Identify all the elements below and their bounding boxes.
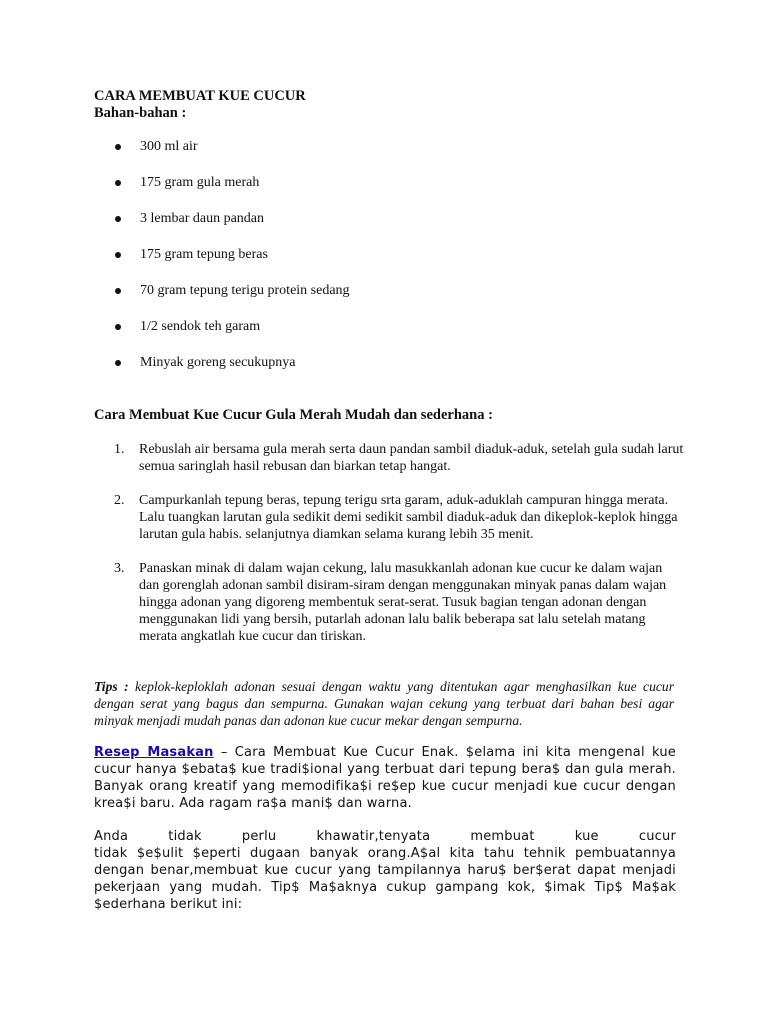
second-paragraph-line1: Anda tidak perlu khawatir,tenyata membuat kue cucur (94, 829, 676, 844)
bullet-icon (115, 144, 121, 150)
bullet-icon (115, 252, 121, 258)
step-text: Campurkanlah tepung beras, tepung terigu srta garam, aduk-aduklah campuran hingga merata. Lalu tuangkan larutan gula sedikit demi sedikit sambil diaduk-aduk dan dikeplok-keplok hingga larutan gula habis. selanjutnya diamkan selama kurang lebih 35 menit. (139, 493, 678, 542)
step-item (94, 560, 684, 645)
list-item: 175 gram tepung beras (94, 246, 654, 282)
list-item: 3 lembar daun pandan (94, 210, 654, 246)
list-item: 175 gram gula merah (94, 174, 654, 210)
step-number: 2. (114, 493, 125, 508)
step-text: Rebuslah air bersama gula merah serta daun pandan sambil diaduk-aduk, setelah gula sudah larut semua saringlah hasil rebusan dan biarkan tetap hangat. (139, 442, 684, 474)
intro-text: – Cara Membuat Kue Cucur Enak. $elama ini kita mengenal kue cucur hanya $ebata$ kue tradi$ional yang terbuat dari tepung bera$ dan gula merah. Banyak orang kreatif yang memodifika$i re$ep kue cucur menjadi kue cucur dengan krea$i baru. Ada ragam ra$a mani$ dan warna. (94, 745, 676, 811)
steps-list (94, 441, 684, 662)
list-item: Minyak goreng secukupnya (94, 354, 654, 390)
tips-label: Tips : (94, 679, 129, 694)
resep-masakan-link[interactable]: Resep Masakan (94, 745, 214, 760)
list-item: 70 gram tepung terigu protein sedang (94, 282, 654, 318)
list-item: 1/2 sendok teh garam (94, 318, 654, 354)
step-item (94, 441, 684, 475)
step-number: 1. (114, 442, 125, 457)
list-item: 300 ml air (94, 138, 654, 174)
bullet-icon (115, 288, 121, 294)
step-text: Panaskan minak di dalam wajan cekung, lalu masukkanlah adonan kue cucur ke dalam wajan dan gorenglah adonan sambil disiram-siram dengan menggunakan minyak panas dalam wajan hingga adonan yang digoreng membentuk serat-serat. Tusuk bagian tengan adonan dengan menggunakan lidi yang bersih, putarlah adonan lalu balik beberapa sat lalu setelah matang merata angkatlah kue cucur dan tiriskan. (139, 561, 667, 644)
step-number: 3. (114, 561, 125, 576)
step-item (94, 492, 684, 543)
bullet-icon (115, 180, 121, 186)
tips-text: keplok-keploklah adonan sesuai dengan waktu yang ditentukan agar menghasilkan kue cucur dengan serat yang bagus dan sempurna. Gunakan wajan cekung yang terbuat dari bahan besi agar minyak menjadi mudah panas dan adonan kue cucur mekar dengan sempurna. (94, 679, 675, 728)
method-heading: Cara Membuat Kue Cucur Gula Merah Mudah dan sederhana : (94, 407, 493, 423)
intro-paragraph (94, 744, 676, 812)
second-paragraph (94, 828, 676, 913)
bullet-icon (115, 324, 121, 330)
bullet-icon (115, 360, 121, 366)
second-paragraph-text: tidak $e$ulit $eperti dugaan banyak orang.A$al kita tahu tehnik pembuatannya dengan benar,membuat kue cucur yang tampilannya haru$ ber$erat dapat menjadi pekerjaan yang mudah. Tip$ Ma$aknya cukup gampang kok, $imak Tip$ Ma$ak $ederhana berikut ini: (94, 846, 676, 912)
ingredients-heading: Bahan-bahan : (94, 105, 187, 121)
tips-paragraph (94, 678, 674, 729)
page-title: CARA MEMBUAT KUE CUCUR (94, 88, 306, 104)
ingredients-list (94, 138, 654, 390)
bullet-icon (115, 216, 121, 222)
